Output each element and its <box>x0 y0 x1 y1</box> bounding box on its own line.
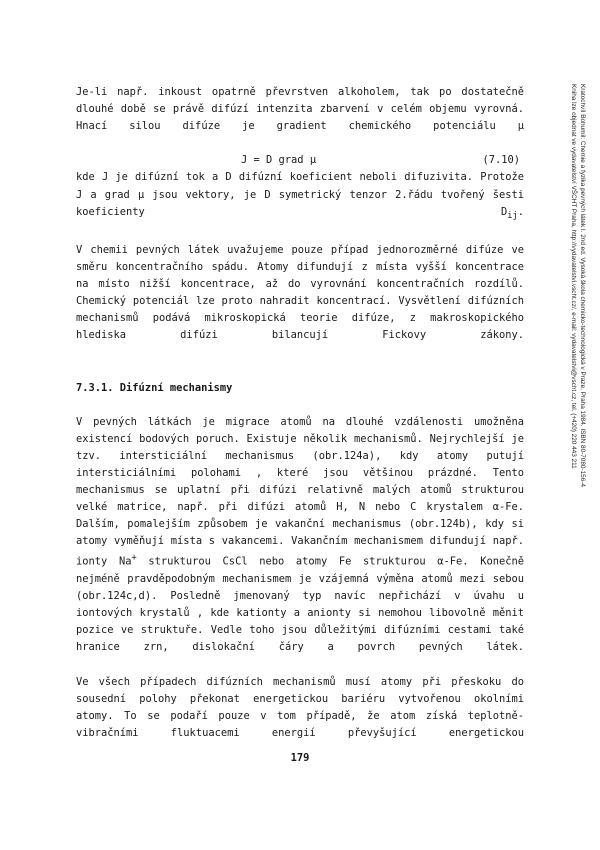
body-text <box>76 84 524 759</box>
subscript-ij: ij <box>507 210 518 221</box>
side-note <box>566 84 586 684</box>
superscript-plus: + <box>131 553 137 564</box>
paragraph-definitions-text: kde J je difúzní tok a D difúzní koeficient neboli difuzivita. Protože J a grad μ jsou vektory, je D symetrický tenzor 2.řádu tvořený šesti koeficienty D <box>76 171 524 218</box>
paragraph-definitions <box>76 169 524 241</box>
side-note-line-2: Kniha lze objednat ve vydavatelství VŠCHT Praha, http://vydavatelstvi.vscht.cz/, e-mail: vydavatelstvi@vscht.cz, tel. (+420) 220 443 211 <box>570 84 578 469</box>
side-note-line-1: Kratochvíl Bohumil: Chemie a fyzika pevných látek I. 2nd ed. Vysoká škola chemicko-technologická v Praze, Praha 1984. ISBN 80-7080-156-4 <box>579 84 586 487</box>
paragraph-mechanisms <box>76 414 524 674</box>
paragraph-solid-state-text: V chemii pevných látek uvažujeme pouze případ jednorozměrné difúze ve směru koncentračního spádu. Atomy difundují z místa vyšší koncentrace na místo nižší koncentrace, až do vyrovnání koncentračních rozdílů. Chemický potenciál lze proto nahradit koncentrací. Vysvětlení difúzních mechanismů podává mikroskopická teorie difúze, z makroskopického hlediska difúzi bilancují Fickovy zákony. <box>76 243 524 342</box>
paragraph-energy-barrier-text: Ve všech případech difúzních mechanismů musí atomy při přeskoku do sousední polohy překonat energetickou bariéru vytvořenou okolními atomy. To se podaří pouze v tom případě, že atom získá teplotně-vibračními fluktuacemi energií převyšující energetickou <box>76 675 524 739</box>
paragraph-solid-state <box>76 242 524 362</box>
equation-number: (7.10) <box>482 154 520 167</box>
equation-7-10 <box>76 152 524 169</box>
page-number: 179 <box>290 752 310 764</box>
paragraph-energy-barrier <box>76 674 524 759</box>
paragraph-intro-text: Je-li např. inkoust opatrně převrstven alkoholem, tak po dostatečně dlouhé době se právě difúzí intenzita zbarvení v celém objemu vyrovná. Hnací silou difúze je gradient chemického potenciálu μ <box>76 86 524 133</box>
paragraph-mechanisms-text-b: strukturou CsCl nebo atomy Fe strukturou α-Fe. Konečně nejméně pravděpodobným mechanismem je vzájemná výměna atomů mezi sebou (obr.124c,d). Posledně jmenovaný typ navíc nepřichází v úvahu u iontových krystalů , kde kationty a anionty si nemohou libovolně měnit pozice ve struktuře. Vedle toho jsou důležitými difúzními cestami také hranice zrn, dislokační čáry a povrch pevných látek. <box>76 555 524 654</box>
paragraph-mechanisms-text-a: V pevných látkách je migrace atomů na dlouhé vzdálenosti umožněna existencí bodových poruch. Existuje několik mechanismů. Nejrychlejší je tzv. intersticiální mechanismus (obr.124a), kdy atomy putují intersticiálními polohami , které jsou většinou prázdné. Tento mechanismus se uplatní při difúzi relativně malých atomů strukturou velké matrice, např. při difúzi atomů H, N nebo C krystalem α-Fe. Dalším, pomalejším způsobem je vakanční mechanismus (obr.124b), kdy si atomy vyměňují místa s vakancemi. Vakančním mechanismem difundují např. ionty Na <box>76 415 524 568</box>
equation-formula: J = D grad μ <box>241 154 317 167</box>
section-heading: 7.3.1. Difúzní mechanismy <box>76 381 233 394</box>
paragraph-definitions-end: . <box>517 205 524 218</box>
paragraph-intro <box>76 84 524 152</box>
